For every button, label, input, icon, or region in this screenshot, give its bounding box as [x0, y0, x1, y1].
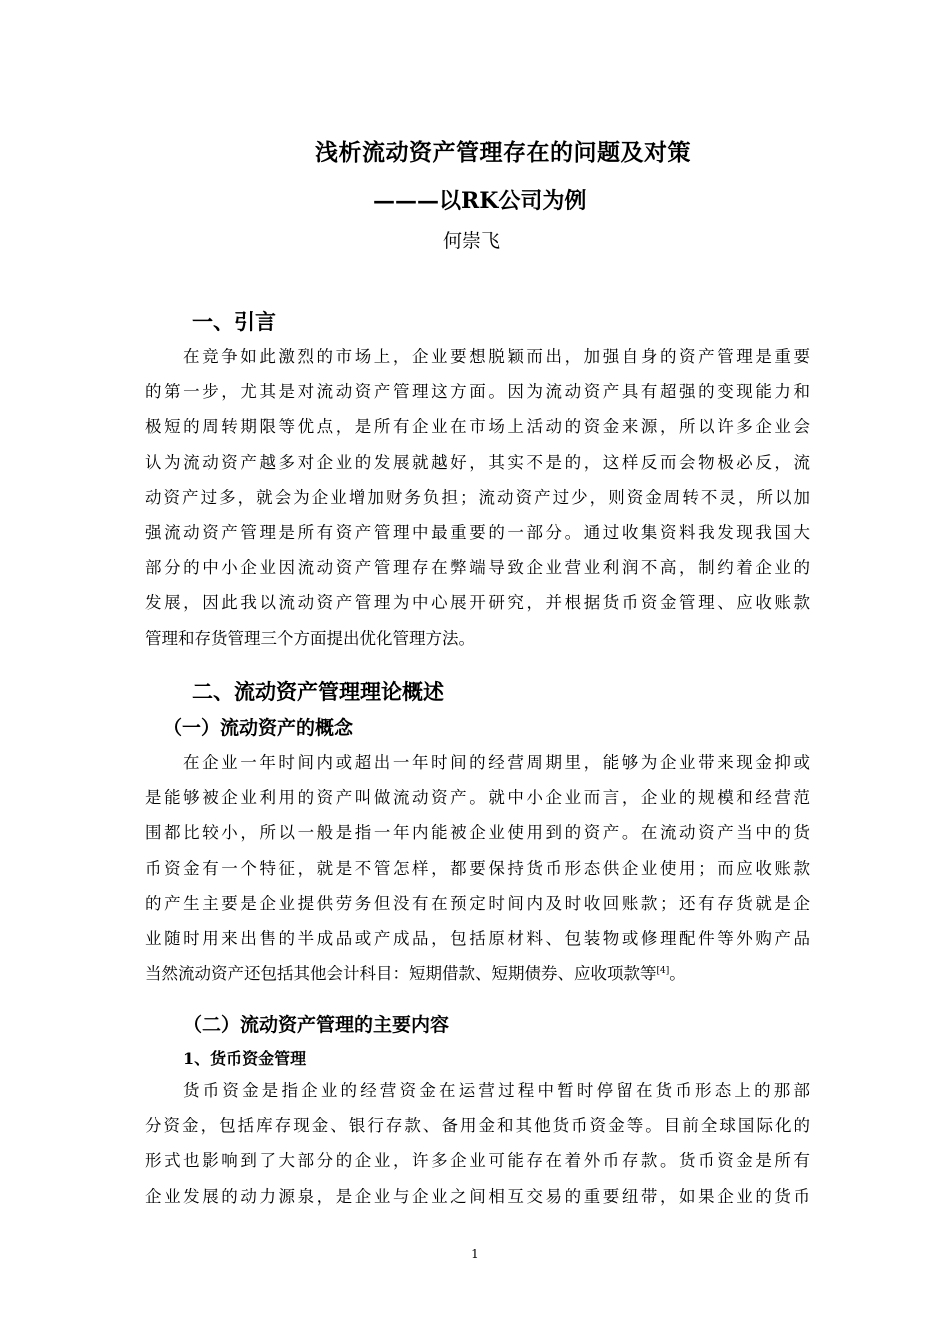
paragraph-line: 货币资金是指企业的经营资金在运营过程中暂时停留在货币形态上的那部: [183, 1081, 810, 1100]
paragraph-line: 业随时用来出售的半成品或产成品，包括原材料、包装物或修理配件等外购产品: [145, 929, 810, 949]
author-name: 何崇飞: [443, 230, 501, 252]
paragraph-line: 的第一步，尤其是对流动资产管理这方面。因为流动资产具有超强的变现能力和: [145, 382, 810, 402]
concept-paragraph: [145, 745, 810, 991]
subsection-heading-main-content: （二）流动资产管理的主要内容: [183, 1014, 450, 1036]
paragraph-line: 认为流动资产越多对企业的发展就越好，其实不是的，这样反而会物极必反，流: [145, 452, 810, 472]
document-title: 浅析流动资产管理存在的问题及对策: [315, 139, 691, 166]
paragraph-line: 分资金，包括库存现金、银行存款、备用金和其他货币资金等。目前全球国际化的: [145, 1116, 810, 1136]
page-number: 1: [471, 1247, 479, 1261]
section-heading-intro: 一、引言: [192, 309, 276, 334]
paragraph-line: 的产生主要是企业提供劳务但没有在预定时间内及时收回账款；还有存货就是企: [145, 893, 810, 913]
subheading-cash-management: 1、货币资金管理: [183, 1049, 307, 1068]
document-subtitle: ———以RK公司为例: [373, 188, 587, 214]
section-heading-theory: 二、流动资产管理理论概述: [192, 679, 444, 704]
intro-paragraph: [145, 339, 810, 656]
paragraph-line: 围都比较小，所以一般是指一年内能被企业使用到的资产。在流动资产当中的货: [145, 823, 810, 843]
paragraph-line: 动资产过多，就会为企业增加财务负担；流动资产过少，则资金周转不灵，所以加: [145, 487, 810, 507]
paragraph-line: 企业发展的动力源泉，是企业与企业之间相互交易的重要纽带，如果企业的货币: [145, 1186, 810, 1206]
paragraph-line: 管理和存货管理三个方面提出优化管理方法。: [145, 628, 475, 648]
cash-paragraph: [145, 1073, 810, 1214]
paragraph-line-final: [145, 956, 810, 991]
paragraph-line: 是能够被企业利用的资产叫做流动资产。就中小企业而言，企业的规模和经营范: [145, 788, 810, 808]
paragraph-line: 形式也影响到了大部分的企业，许多企业可能存在着外币存款。货币资金是所有: [145, 1151, 810, 1171]
paragraph-line: 强流动资产管理是所有资产管理中最重要的一部分。通过收集资料我发现我国大: [145, 523, 810, 543]
paragraph-line: 币资金有一个特征，就是不管怎样，都要保持货币形态供企业使用；而应收账款: [145, 858, 810, 878]
subsection-heading-concept: （一）流动资产的概念: [163, 717, 354, 739]
paragraph-line: 极短的周转期限等优点，是所有企业在市场上活动的资金来源，所以许多企业会: [145, 417, 810, 437]
citation-reference: [4]: [656, 966, 670, 977]
paragraph-line: 在企业一年时间内或超出一年时间的经营周期里，能够为企业带来现金抑或: [183, 753, 810, 772]
sentence-end-mark: 。: [669, 964, 686, 984]
paragraph-line: 部分的中小企业因流动资产管理存在弊端导致企业营业利润不高，制约着企业的: [145, 558, 810, 578]
paragraph-line-text: 当然流动资产还包括其他会计科目：短期借款、短期债券、应收项款等: [145, 964, 657, 984]
paragraph-line: 发展，因此我以流动资产管理为中心展开研究，并根据货币资金管理、应收账款: [145, 593, 810, 613]
paragraph-line: 在竞争如此激烈的市场上，企业要想脱颖而出，加强自身的资产管理是重要: [183, 347, 810, 366]
